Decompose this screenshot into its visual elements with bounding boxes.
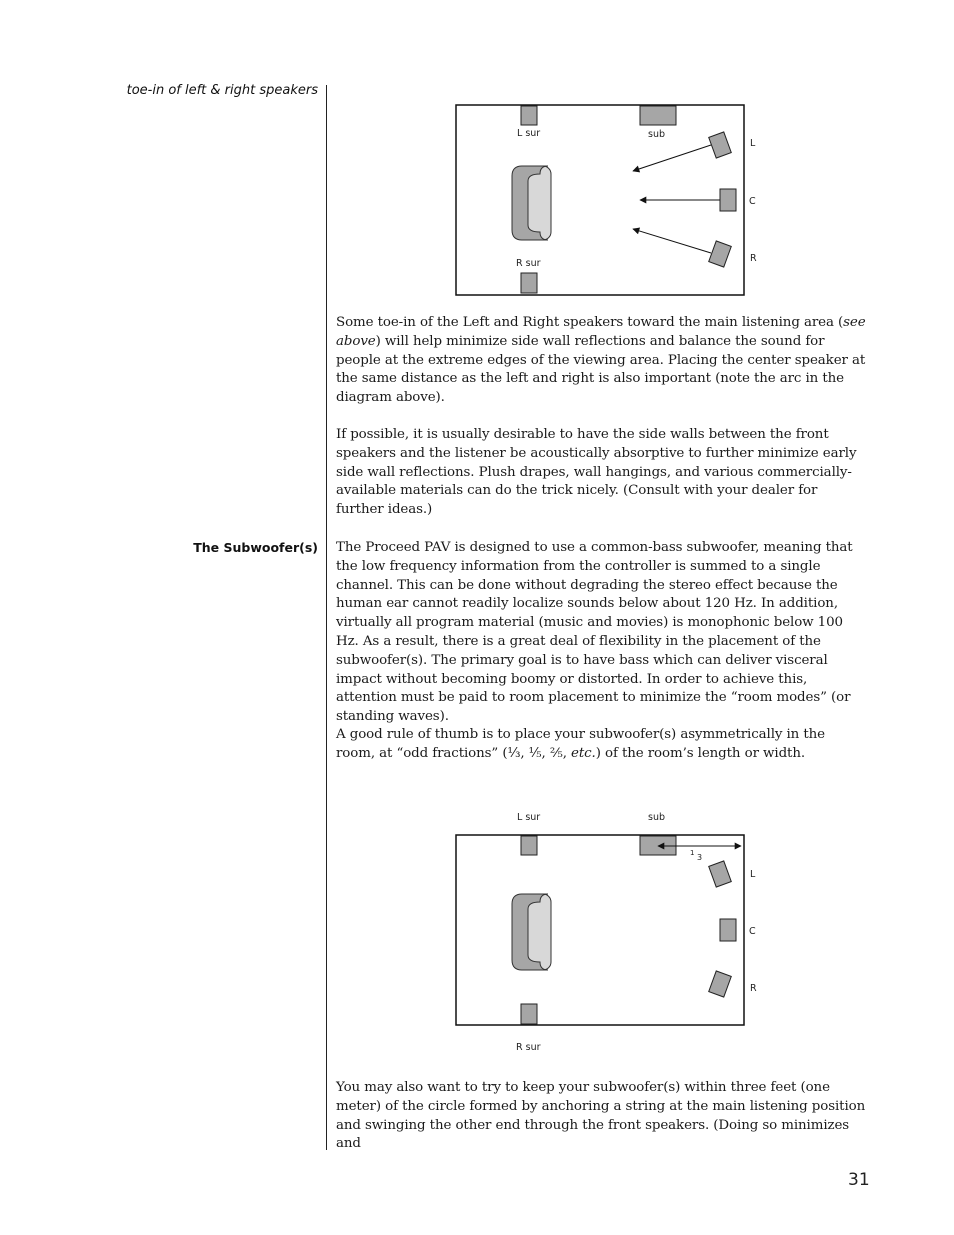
r-sur-speaker xyxy=(521,273,537,293)
r-label: R xyxy=(750,253,757,264)
r-speaker xyxy=(709,241,732,267)
r-sur-label-2: R sur xyxy=(516,1042,541,1053)
subwoofer-heading: The Subwoofer(s) xyxy=(193,540,318,555)
paragraph-subwoofer-intro: The Proceed PAV is designed to use a common-bass subwoofer, meaning that the low frequency information from the controller is summed to a single channel. This can be done without degrading the stereo effect because the human ear cannot readily localize sounds below about 120 Hz. In addition, virtually all program material (music and movies) is monophonic below 100 Hz. As a result, there is a great deal of flexibility in the placement of the subwoofer(s). The primary goal is to have bass which can deliver visceral impact without becoming boomy or distorted. In order to achieve this, attention must be paid to room placement to minimize the “room modes” (or standing waves). xyxy=(336,540,853,725)
c-label-2: C xyxy=(749,926,756,937)
c-label: C xyxy=(749,196,756,207)
listening-sofa xyxy=(512,166,551,240)
r-label-2: R xyxy=(750,983,757,994)
paragraph-side-walls: If possible, it is usually desirable to have the side walls between the front speakers and the listener be acoustically absorptive to further minimize early side wall reflections. Plush drapes, wall hangings, and various commercially-available materials can do the trick nicely. (Consult with your dealer for further ideas.) xyxy=(336,427,857,518)
l-speaker xyxy=(709,132,732,158)
l-sur-label: L sur xyxy=(517,128,541,139)
sub-label-2: sub xyxy=(648,812,666,823)
sub-label: sub xyxy=(648,129,666,140)
sub-speaker xyxy=(640,106,676,125)
paragraph-rule-of-thumb: A good rule of thumb is to place your subwoofer(s) asymmetrically in the room, at “odd fractions” (⅓, ⅕, ⅖, etc.) of the room’s length or width. xyxy=(336,727,825,761)
l-label: L xyxy=(750,138,756,149)
toe-in-heading: toe-in of left & right speakers xyxy=(126,83,318,98)
c-speaker xyxy=(720,189,736,211)
fraction-denominator: 3 xyxy=(697,853,703,862)
l-label-2: L xyxy=(750,869,756,880)
paragraph-toe-in: Some toe-in of the Left and Right speakers toward the main listening area (see above) will help minimize side wall reflections and balance the sound for people at the extreme edges of the viewing area. Placing the center speaker at the same distance as the left and right is also important (note the arc in the diagram above). xyxy=(336,315,866,406)
fraction-numerator: 1 xyxy=(690,849,695,857)
paragraph-three-feet: You may also want to try to keep your subwoofer(s) within three feet (one meter) of the circle formed by anchoring a string at the main listening position and swinging the other end through the front speakers. (Doing so minimizes and xyxy=(336,1080,866,1152)
r-arrow xyxy=(633,229,711,253)
l-sur-speaker xyxy=(521,106,537,125)
l-arrow xyxy=(633,145,711,171)
r-sur-label: R sur xyxy=(516,258,541,269)
page-number: 31 xyxy=(848,1170,870,1190)
l-sur-label-2: L sur xyxy=(517,812,541,823)
